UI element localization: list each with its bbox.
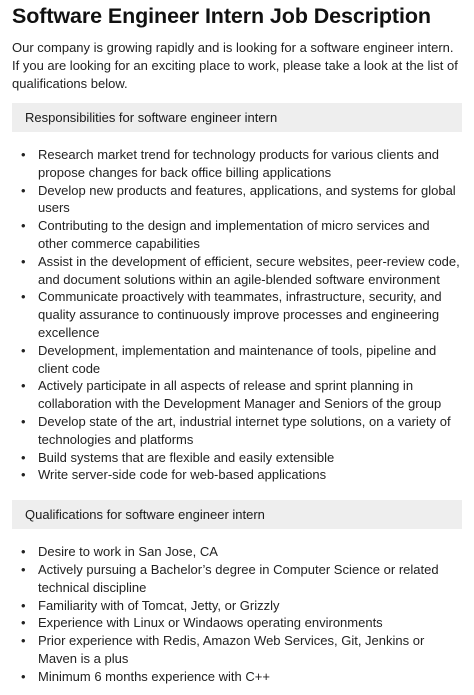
list-item-text: Experience with Linux or Windaows operating environments bbox=[38, 615, 383, 631]
bullet-icon: • bbox=[21, 413, 26, 429]
list-item bbox=[12, 146, 462, 182]
bullet-icon: • bbox=[21, 633, 26, 649]
bullet-icon: • bbox=[21, 218, 26, 234]
bullet-icon: • bbox=[21, 597, 26, 613]
list-item bbox=[12, 632, 462, 668]
intro-paragraph: Our company is growing rapidly and is looking for a software engineer intern. If you are looking for an exciting place to work, please take a look at the list of qualifications below. bbox=[12, 40, 458, 91]
page-title: Software Engineer Intern Job Description bbox=[12, 4, 431, 28]
bullet-icon: • bbox=[21, 289, 26, 305]
list-item-text: Develop new products and features, applications, and systems for global users bbox=[38, 182, 456, 216]
list-item-text: Write server-side code for web-based applications bbox=[38, 467, 327, 483]
list-item-text: Build systems that are flexible and easily extensible bbox=[38, 449, 335, 465]
list-item bbox=[12, 253, 462, 289]
bullet-icon: • bbox=[21, 342, 26, 358]
bullet-icon: • bbox=[21, 253, 26, 269]
bullet-icon: • bbox=[21, 378, 26, 394]
responsibilities-heading: Responsibilities for software engineer intern bbox=[12, 103, 462, 132]
list-item bbox=[12, 597, 462, 615]
bullet-icon: • bbox=[21, 561, 26, 577]
list-item bbox=[12, 413, 462, 449]
bullet-icon: • bbox=[21, 449, 26, 465]
list-item bbox=[12, 217, 462, 253]
bullet-icon: • bbox=[21, 544, 26, 560]
list-item bbox=[12, 561, 462, 597]
list-item bbox=[12, 449, 462, 467]
list-item bbox=[12, 668, 462, 686]
list-item bbox=[12, 342, 462, 378]
list-item-text: Develop state of the art, industrial internet type solutions, on a variety of technologies and platforms bbox=[38, 413, 451, 447]
responsibilities-list bbox=[12, 146, 462, 484]
bullet-icon: • bbox=[21, 668, 26, 684]
bullet-icon: • bbox=[21, 467, 26, 483]
list-item-text: Actively pursuing a Bachelor’s degree in Computer Science or related technical discipline bbox=[38, 561, 439, 595]
bullet-icon: • bbox=[21, 615, 26, 631]
list-item bbox=[12, 466, 462, 484]
qualifications-list bbox=[12, 543, 462, 685]
list-item bbox=[12, 288, 462, 341]
list-item-text: Contributing to the design and implementation of micro services and other commerce capabilities bbox=[38, 218, 430, 251]
bullet-icon: • bbox=[21, 182, 26, 198]
list-item-text: Minimum 6 months experience with C++ bbox=[38, 668, 270, 684]
list-item bbox=[12, 377, 462, 413]
list-item bbox=[12, 543, 462, 561]
list-item-text: Familiarity with of Tomcat, Jetty, or Grizzly bbox=[38, 597, 280, 613]
list-item-text: Prior experience with Redis, Amazon Web Services, Git, Jenkins or Maven is a plus bbox=[38, 633, 425, 666]
list-item-text: Desire to work in San Jose, CA bbox=[38, 544, 218, 560]
list-item-text: Research market trend for technology products for various clients and propose changes for back office billing applications bbox=[38, 147, 440, 180]
list-item bbox=[12, 182, 462, 218]
list-item bbox=[12, 614, 462, 632]
list-item-text: Actively participate in all aspects of release and sprint planning in collaboration with the Development Manager and Seniors of the group bbox=[38, 378, 442, 412]
list-item-text: Communicate proactively with teammates, infrastructure, security, and quality assurance to continuously improve processes and engineering excellence bbox=[38, 289, 442, 340]
list-item-text: Development, implementation and maintenance of tools, pipeline and client code bbox=[38, 342, 437, 376]
list-item-text: Assist in the development of efficient, secure websites, peer-review code, and document solutions within an agile-blended software environment bbox=[38, 253, 460, 287]
qualifications-heading: Qualifications for software engineer intern bbox=[12, 500, 462, 529]
bullet-icon: • bbox=[21, 147, 26, 162]
